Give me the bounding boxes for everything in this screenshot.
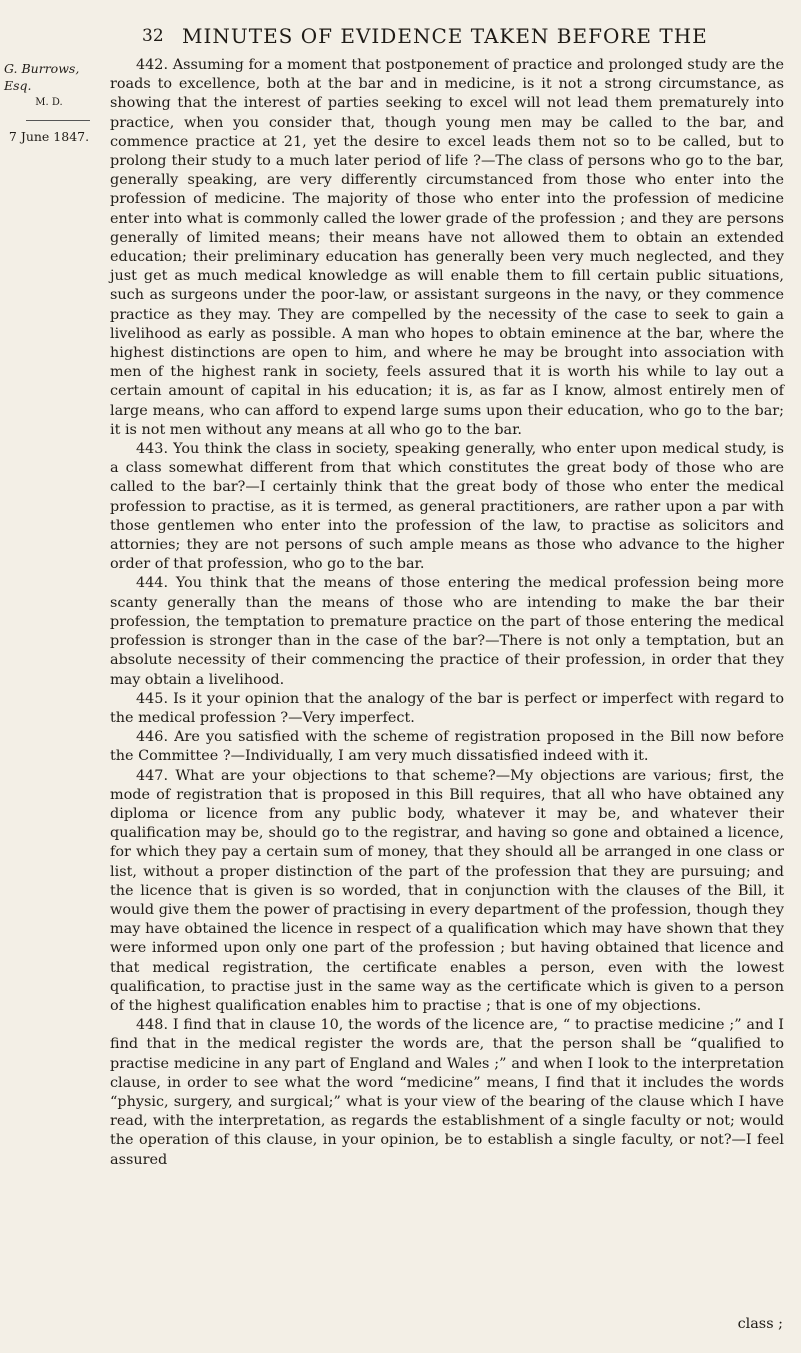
question-number: 447. <box>136 767 169 784</box>
paragraph-text: I find that in clause 10, the words of the licence are, “ to practise medicine ;” and I find that in the medical register the words are, that the person shall be “qualified to practise medicine in any part of England and Wales ;” and when I look to the interpretation clause, in order to see what the word “medicine” means, I find that it includes the words “physic, surgery, and surgical;” what is your view of the bearing of the clause which I have read, with the interpretation, as regards the establishment of a single faculty or not; would the operation of this clause, in your opinion, be to establish a single faculty, or not?—I feel assured <box>110 1017 784 1168</box>
question-number: 442. <box>136 57 169 73</box>
paragraph-text: Assuming for a moment that postponement of practice and prolonged study are the roads to excellence, both at the bar and in medicine, is it not a strong circumstance, as showing that the interest of parties seeking to excel will not lead them prematurely into practice, when you consider that, though young men may be called to the bar, and commence practice at 21, yet the desire to excel leads them not so to be called, but to prolong their study to a much later period of life ?—The class of persons who go to the bar, generally speaking, are very differently circumstanced from those who enter into the profession of medicine. The majority of those who enter into the profession of medicine enter into what is commonly called the lower grade of the profession ; and they are persons generally of limited means; their means have not allowed them to obtain an extended education; their preliminary education has generally been very much neglected, and they just get as much medical knowledge as will enable them to fill certain public situations, such as surgeons under the poor-law, or assistant surgeons in the navy, or they commence practice as they may. They are compelled by the necessity of the case to seek to gain a livelihood as early as possible. A man who hopes to obtain eminence at the bar, where the highest distinctions are open to him, and where he may be brought into association with men of the highest rank in society, feels assured that it is worth his while to lay out a certain amount of capital in his education; it is, as far as I know, almost entirely men of large means, who can afford to expend large sums upon their education, who go to the bar; it is not men without any means at all who go to the bar. <box>110 57 784 438</box>
running-head: MINUTES OF EVIDENCE TAKEN BEFORE THE <box>182 24 708 48</box>
evidence-paragraph <box>110 690 784 728</box>
paragraph-text: You think the class in society, speaking generally, who enter upon medical study, is a class somewhat different from that which constitutes the great body of those who are called to the bar?—I certainly think that the great body of those who enter the medical profession to practise, as it is termed, as general practitioners, are rather upon a par with those gentlemen who enter into the profession of the law, to practise as solicitors and attornies; they are not persons of such ample means as those who advance to the higher order of that profession, who go to the bar. <box>110 441 785 573</box>
question-number: 448. <box>136 1017 169 1034</box>
evidence-date: 7 June 1847. <box>8 129 90 144</box>
evidence-paragraph <box>110 1016 784 1170</box>
witness-name: G. Burrows, Esq. <box>4 61 80 93</box>
paragraph-text: Is it your opinion that the analogy of the bar is perfect or imperfect with regard to the medical profession ?—Very imperfect. <box>110 690 784 726</box>
paragraph-text: What are your objections to that scheme?—My objections are various; first, the mode of registration that is proposed in this Bill requires, that all who have obtained any diploma or licence from any public body, whatever it may be, and whatever their qualification may be, should go to the registrar, and having so gone and obtained a licence, for which they pay a certain sum of money, that they should all be arranged in one class or list, without a proper distinction of the part of the profession that they are pursuing; and the licence that is given is so worded, that in conjunction with the clauses of the Bill, it would give them the power of practising in every department of the profession, though they may have obtained the licence in respect of a qualification which may have shown that they were informed upon only one part of the profession ; but having obtained that licence and that medical registration, the certificate enables a person, even with the lowest qualification, to practise just in the same way as the certificate which is given to a person of the highest qualification enables him to practise ; that is one of my objections. <box>110 767 785 1014</box>
question-number: 443. <box>136 441 169 458</box>
evidence-paragraph <box>110 56 784 440</box>
witness-degree: M. D. <box>35 97 63 108</box>
question-number: 445. <box>136 690 169 707</box>
evidence-paragraph <box>110 574 784 689</box>
evidence-paragraph <box>110 440 784 574</box>
evidence-body <box>110 56 784 1170</box>
catchword: class ; <box>737 1316 783 1332</box>
margin-rule <box>26 120 90 121</box>
evidence-paragraph <box>110 767 784 1017</box>
paragraph-text: You think that the means of those entering the medical profession being more scanty generally than the means of those who are intending to make the bar their profession, the temptation to premature practice on the part of those entering the medical profession is stronger than in the case of the bar?—There is not only a temptation, but an absolute necessity of their commencing the practice of their profession, in order that they may obtain a livelihood. <box>110 575 784 688</box>
question-number: 446. <box>136 729 169 746</box>
margin-note <box>4 60 94 145</box>
page-number: 32 <box>142 26 164 46</box>
page-header <box>0 22 801 52</box>
paragraph-text: Are you satisfied with the scheme of registration proposed in the Bill now before the Committee ?—Individually, I am very much dissatisfied indeed with it. <box>110 729 784 765</box>
question-number: 444. <box>136 575 169 592</box>
evidence-paragraph <box>110 728 784 766</box>
